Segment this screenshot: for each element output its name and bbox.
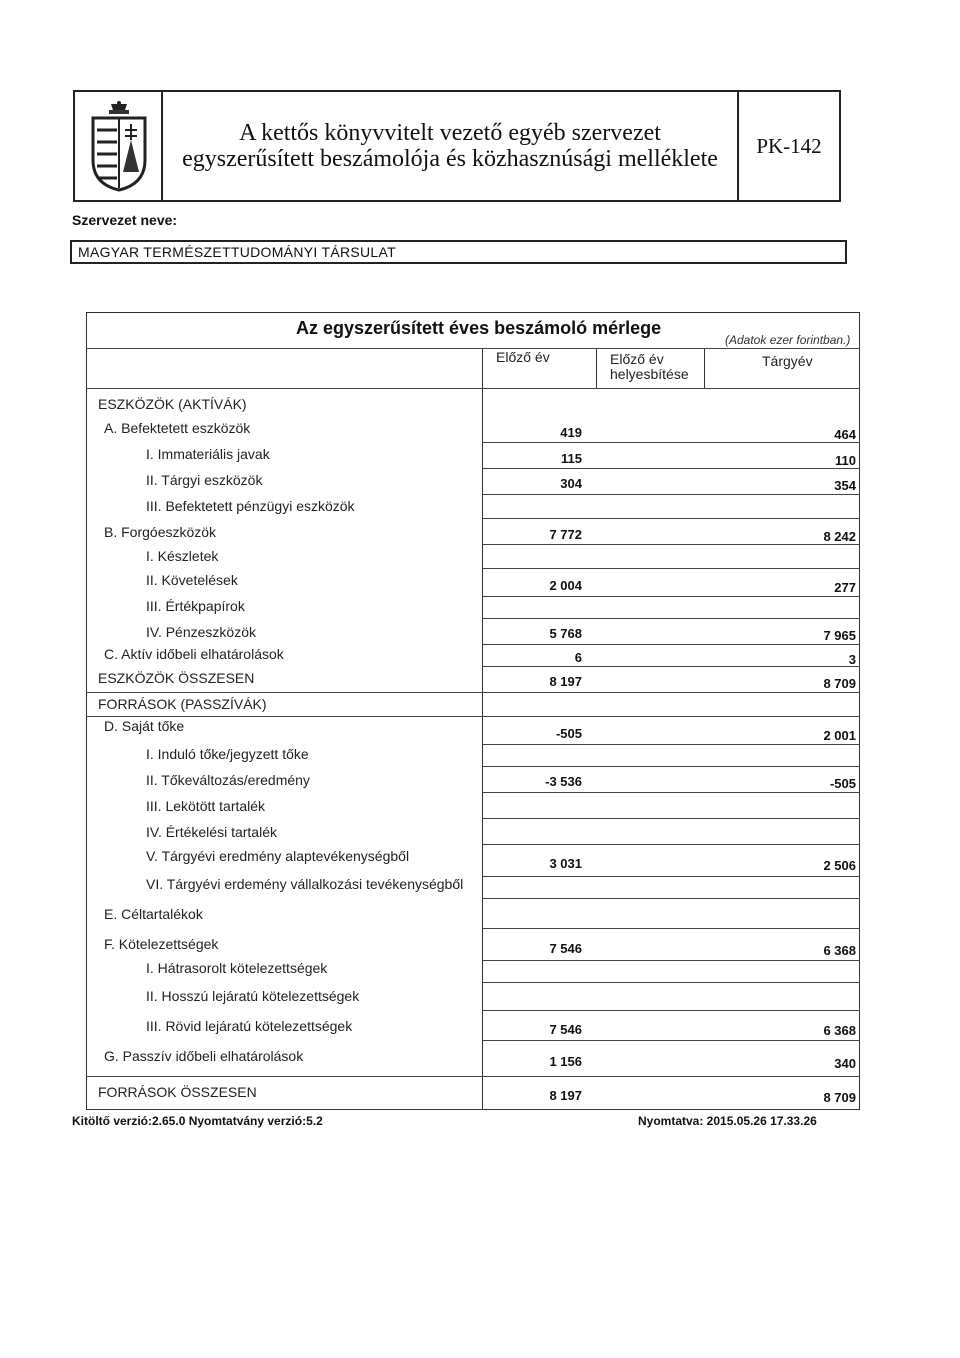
row-divider [482,468,860,469]
row-label-d6: VI. Tárgyévi erdemény vállalkozási tevékenységből [146,876,464,892]
row-divider [482,1040,860,1041]
row-value-prev-liab-total: 8 197 [549,1088,582,1103]
row-divider [482,544,860,545]
row-label-assets-total: ESZKÖZÖK ÖSSZESEN [98,670,255,686]
organization-name-field: MAGYAR TERMÉSZETTUDOMÁNYI TÁRSULAT [70,240,847,264]
row-divider [482,744,860,745]
row-label-d2: II. Tőkeváltozás/eredmény [146,772,310,788]
form-title [163,92,739,200]
row-label-b: B. Forgóeszközök [104,524,217,540]
row-label-f1: I. Hátrasorolt kötelezettségek [146,960,328,976]
row-value-prev-d5: 3 031 [549,856,582,871]
row-divider [482,1010,860,1011]
row-divider [482,982,860,983]
row-value-curr-a2: 354 [834,478,856,493]
row-value-prev-a2: 304 [560,476,582,491]
row-divider [482,596,860,597]
row-label-a2: II. Tárgyi eszközök [146,472,263,488]
form-title-line2: egyszerűsített beszámolója és közhasznúsági melléklete [182,146,718,172]
row-value-prev-g: 1 156 [549,1054,582,1069]
row-value-prev-b4: 5 768 [549,626,582,641]
row-value-prev-a1: 115 [561,451,582,466]
coat-of-arms-icon [89,100,149,192]
row-divider [482,792,860,793]
row-divider [482,494,860,495]
row-label-f3: III. Rövid lejáratú kötelezettségek [146,1018,353,1034]
form-title-line1: A kettős könyvvitelt vezető egyéb szervezet [239,120,661,146]
units-note: (Adatok ezer forintban.) [725,333,851,347]
row-label-d1: I. Induló tőke/jegyzett tőke [146,746,309,762]
row-value-curr-f: 6 368 [823,943,856,958]
balance-sheet-title: Az egyszerűsített éves beszámoló mérlege [296,318,662,338]
row-label-a: A. Befektetett eszközök [104,420,251,436]
form-header [73,90,841,202]
row-value-curr-a1: 110 [835,453,856,468]
row-label-c: C. Aktív időbeli elhatárolások [104,646,284,662]
row-value-prev-d: -505 [555,726,582,741]
software-version: Kitöltő verzió:2.65.0 Nyomtatvány verzió:5.2 [72,1114,323,1128]
row-label-b1: I. Készletek [146,548,219,564]
row-label-liab-total: FORRÁSOK ÖSSZESEN [98,1084,257,1100]
row-label-d: D. Saját tőke [104,718,185,734]
col-divider-2 [596,348,597,388]
row-divider [482,666,860,667]
row-value-curr-d2: -505 [829,776,856,791]
row-label-d5: V. Tárgyévi eredmény alaptevékenységből [146,848,410,864]
row-divider [482,818,860,819]
row-divider [482,442,860,443]
row-divider [482,898,860,899]
row-divider [482,844,860,845]
row-value-prev-b: 7 772 [549,527,582,542]
row-value-prev-f3: 7 546 [549,1022,582,1037]
row-value-prev-assets-total: 8 197 [549,674,582,689]
row-label-f2: II. Hosszú lejáratú kötelezettségek [146,988,360,1004]
row-label-a1: I. Immateriális javak [146,446,270,462]
section-divider [86,1076,860,1077]
row-value-curr-a: 464 [834,427,856,442]
row-value-curr-c: 3 [848,652,856,667]
col-divider-1 [482,348,483,1110]
row-divider [482,960,860,961]
row-divider [482,568,860,569]
row-label-e: E. Céltartalékok [104,906,203,922]
section-divider [86,692,860,693]
row-value-curr-b: 8 242 [823,529,856,544]
row-label-f: F. Kötelezettségek [104,936,219,952]
row-value-curr-d5: 2 506 [823,858,856,873]
organization-label: Szervezet neve: [72,212,178,228]
row-divider [482,644,860,645]
row-label-g: G. Passzív időbeli elhatárolások [104,1048,304,1064]
row-value-prev-a: 419 [560,425,582,440]
row-label-b3: III. Értékpapírok [146,598,245,614]
row-value-curr-g: 340 [834,1056,856,1071]
row-value-prev-f: 7 546 [549,941,582,956]
row-divider [482,618,860,619]
row-label-liabilities: FORRÁSOK (PASSZÍVÁK) [98,696,267,712]
row-value-curr-d: 2 001 [823,728,856,743]
emblem-cell [75,92,163,200]
row-label-d4: IV. Értékelési tartalék [146,824,277,840]
row-value-curr-b2: 277 [834,580,856,595]
col-header-prev-adjust: Előző év helyesbítése [610,351,689,382]
row-divider [482,928,860,929]
row-value-prev-b2: 2 004 [549,578,582,593]
row-label-a3: III. Befektetett pénzügyi eszközök [146,498,355,514]
col-header-prev-year: Előző év [496,349,550,365]
row-value-prev-d2: -3 536 [545,774,582,789]
row-value-curr-liab-total: 8 709 [823,1090,856,1105]
row-value-curr-f3: 6 368 [823,1023,856,1038]
row-divider [482,518,860,519]
print-timestamp: Nyomtatva: 2015.05.26 17.33.26 [638,1114,817,1128]
section-divider [86,716,860,717]
column-header-separator [86,388,860,389]
row-label-b2: II. Követelések [146,572,238,588]
row-value-curr-b4: 7 965 [823,628,856,643]
row-divider [482,876,860,877]
row-value-prev-c: 6 [574,650,582,665]
row-value-curr-assets-total: 8 709 [823,676,856,691]
row-label-b4: IV. Pénzeszközök [146,624,256,640]
row-divider [482,766,860,767]
form-code: PK-142 [756,133,822,158]
header-separator [86,348,860,349]
row-label-assets: ESZKÖZÖK (AKTÍVÁK) [98,396,247,412]
col-divider-3 [704,348,705,388]
row-label-d3: III. Lekötött tartalék [146,798,266,814]
col-header-current-year: Tárgyév [762,353,813,369]
